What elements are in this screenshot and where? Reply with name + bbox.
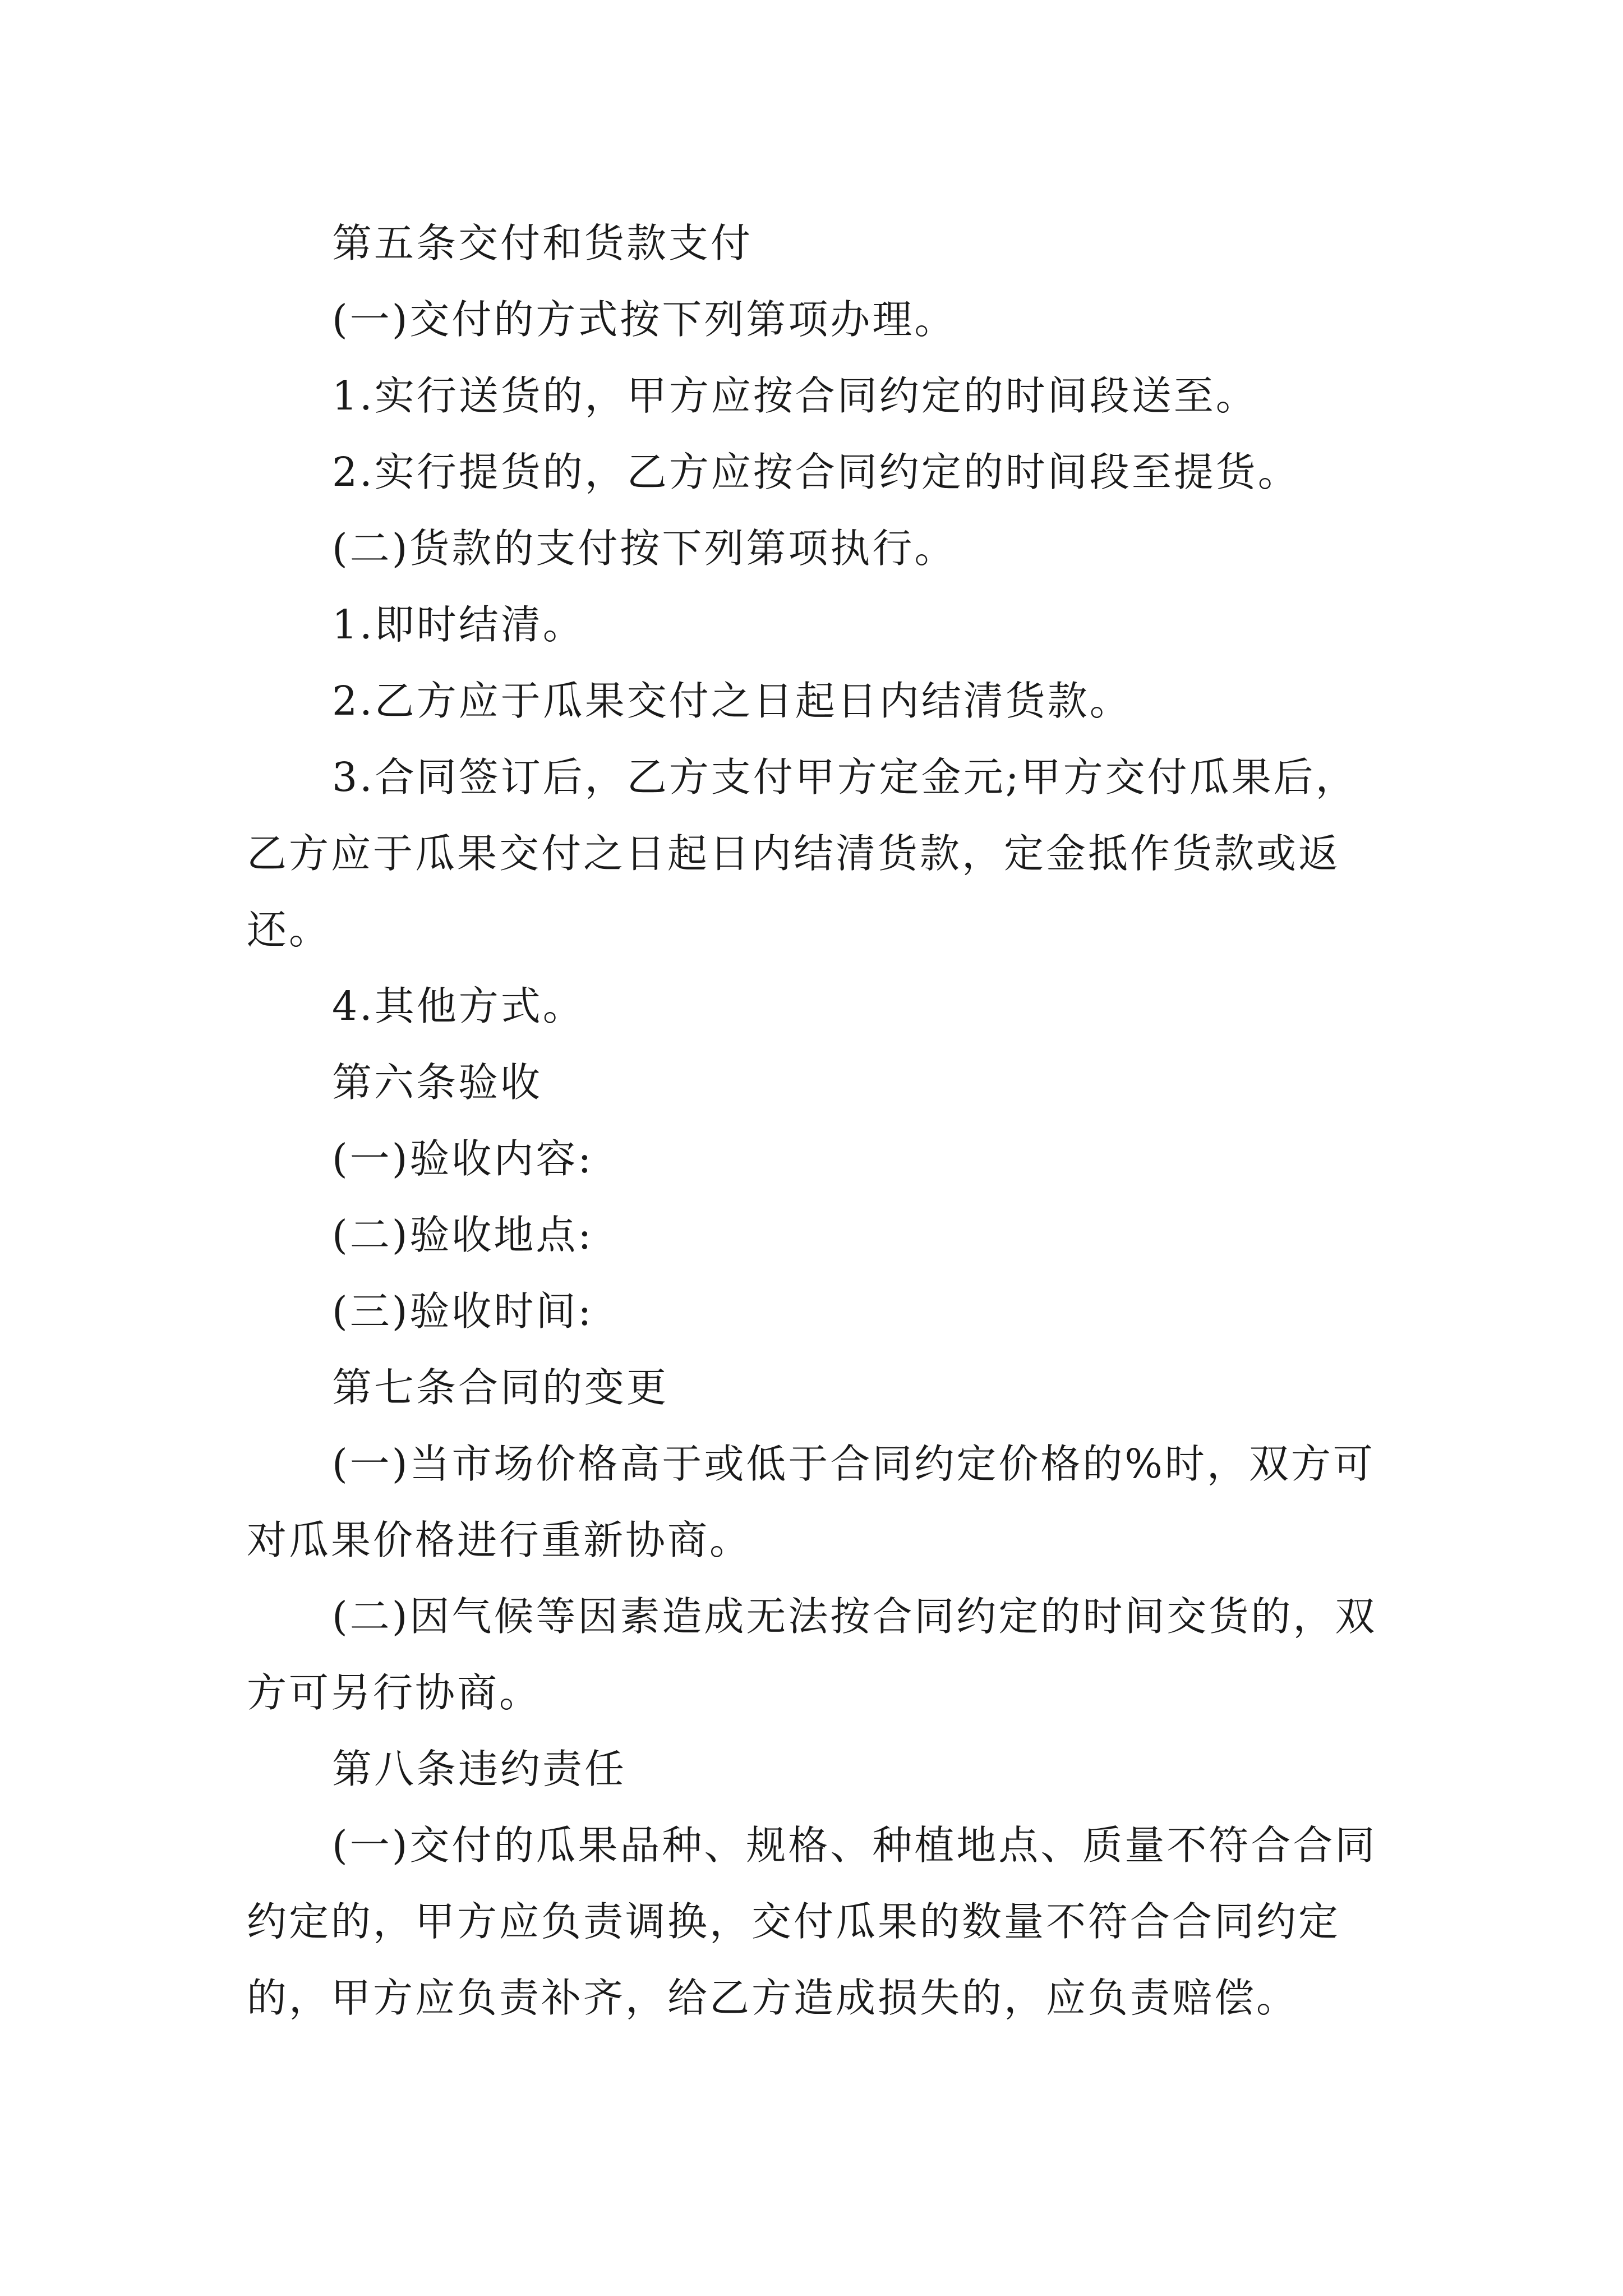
heading-article-8: 第八条违约责任 [332, 1746, 627, 1792]
paragraph: (一)验收内容: [332, 1135, 594, 1182]
paragraph: 2.乙方应于瓜果交付之日起日内结清货款。 [332, 678, 1132, 724]
paragraph: (二)因气候等因素造成无法按合同约定的时间交货的，双方可另行协商。 [247, 1593, 1377, 1716]
paragraph: 1.实行送货的，甲方应按合同约定的时间段送至。 [332, 372, 1258, 419]
heading-article-7: 第七条合同的变更 [332, 1364, 669, 1411]
heading-article-5: 第五条交付和货款支付 [332, 220, 753, 266]
paragraph: (三)验收时间: [332, 1288, 594, 1335]
document-page [247, 0, 1385, 2296]
paragraph: 3.合同签订后，乙方支付甲方定金元;甲方交付瓜果后，乙方应于瓜果交付之日起日内结清货款，定金抵作货款或返还。 [247, 754, 1358, 953]
paragraph: 1.即时结清。 [332, 601, 585, 648]
paragraph: (一)交付的瓜果品种、规格、种植地点、质量不符合合同约定的，甲方应负责调换，交付瓜果的数量不符合合同约定的，甲方应负责补齐，给乙方造成损失的，应负责赔偿。 [247, 1822, 1377, 2021]
heading-article-6: 第六条验收 [332, 1059, 543, 1106]
paragraph: (二)货款的支付按下列第项执行。 [332, 525, 957, 572]
paragraph: (二)验收地点: [332, 1212, 594, 1258]
paragraph: (一)交付的方式按下列第项办理。 [332, 296, 957, 343]
paragraph: 2.实行提货的，乙方应按合同约定的时间段至提货。 [332, 449, 1300, 495]
paragraph: (一)当市场价格高于或低于合同约定价格的%时，双方可对瓜果价格进行重新协商。 [247, 1441, 1375, 1563]
paragraph: 4.其他方式。 [332, 983, 585, 1029]
